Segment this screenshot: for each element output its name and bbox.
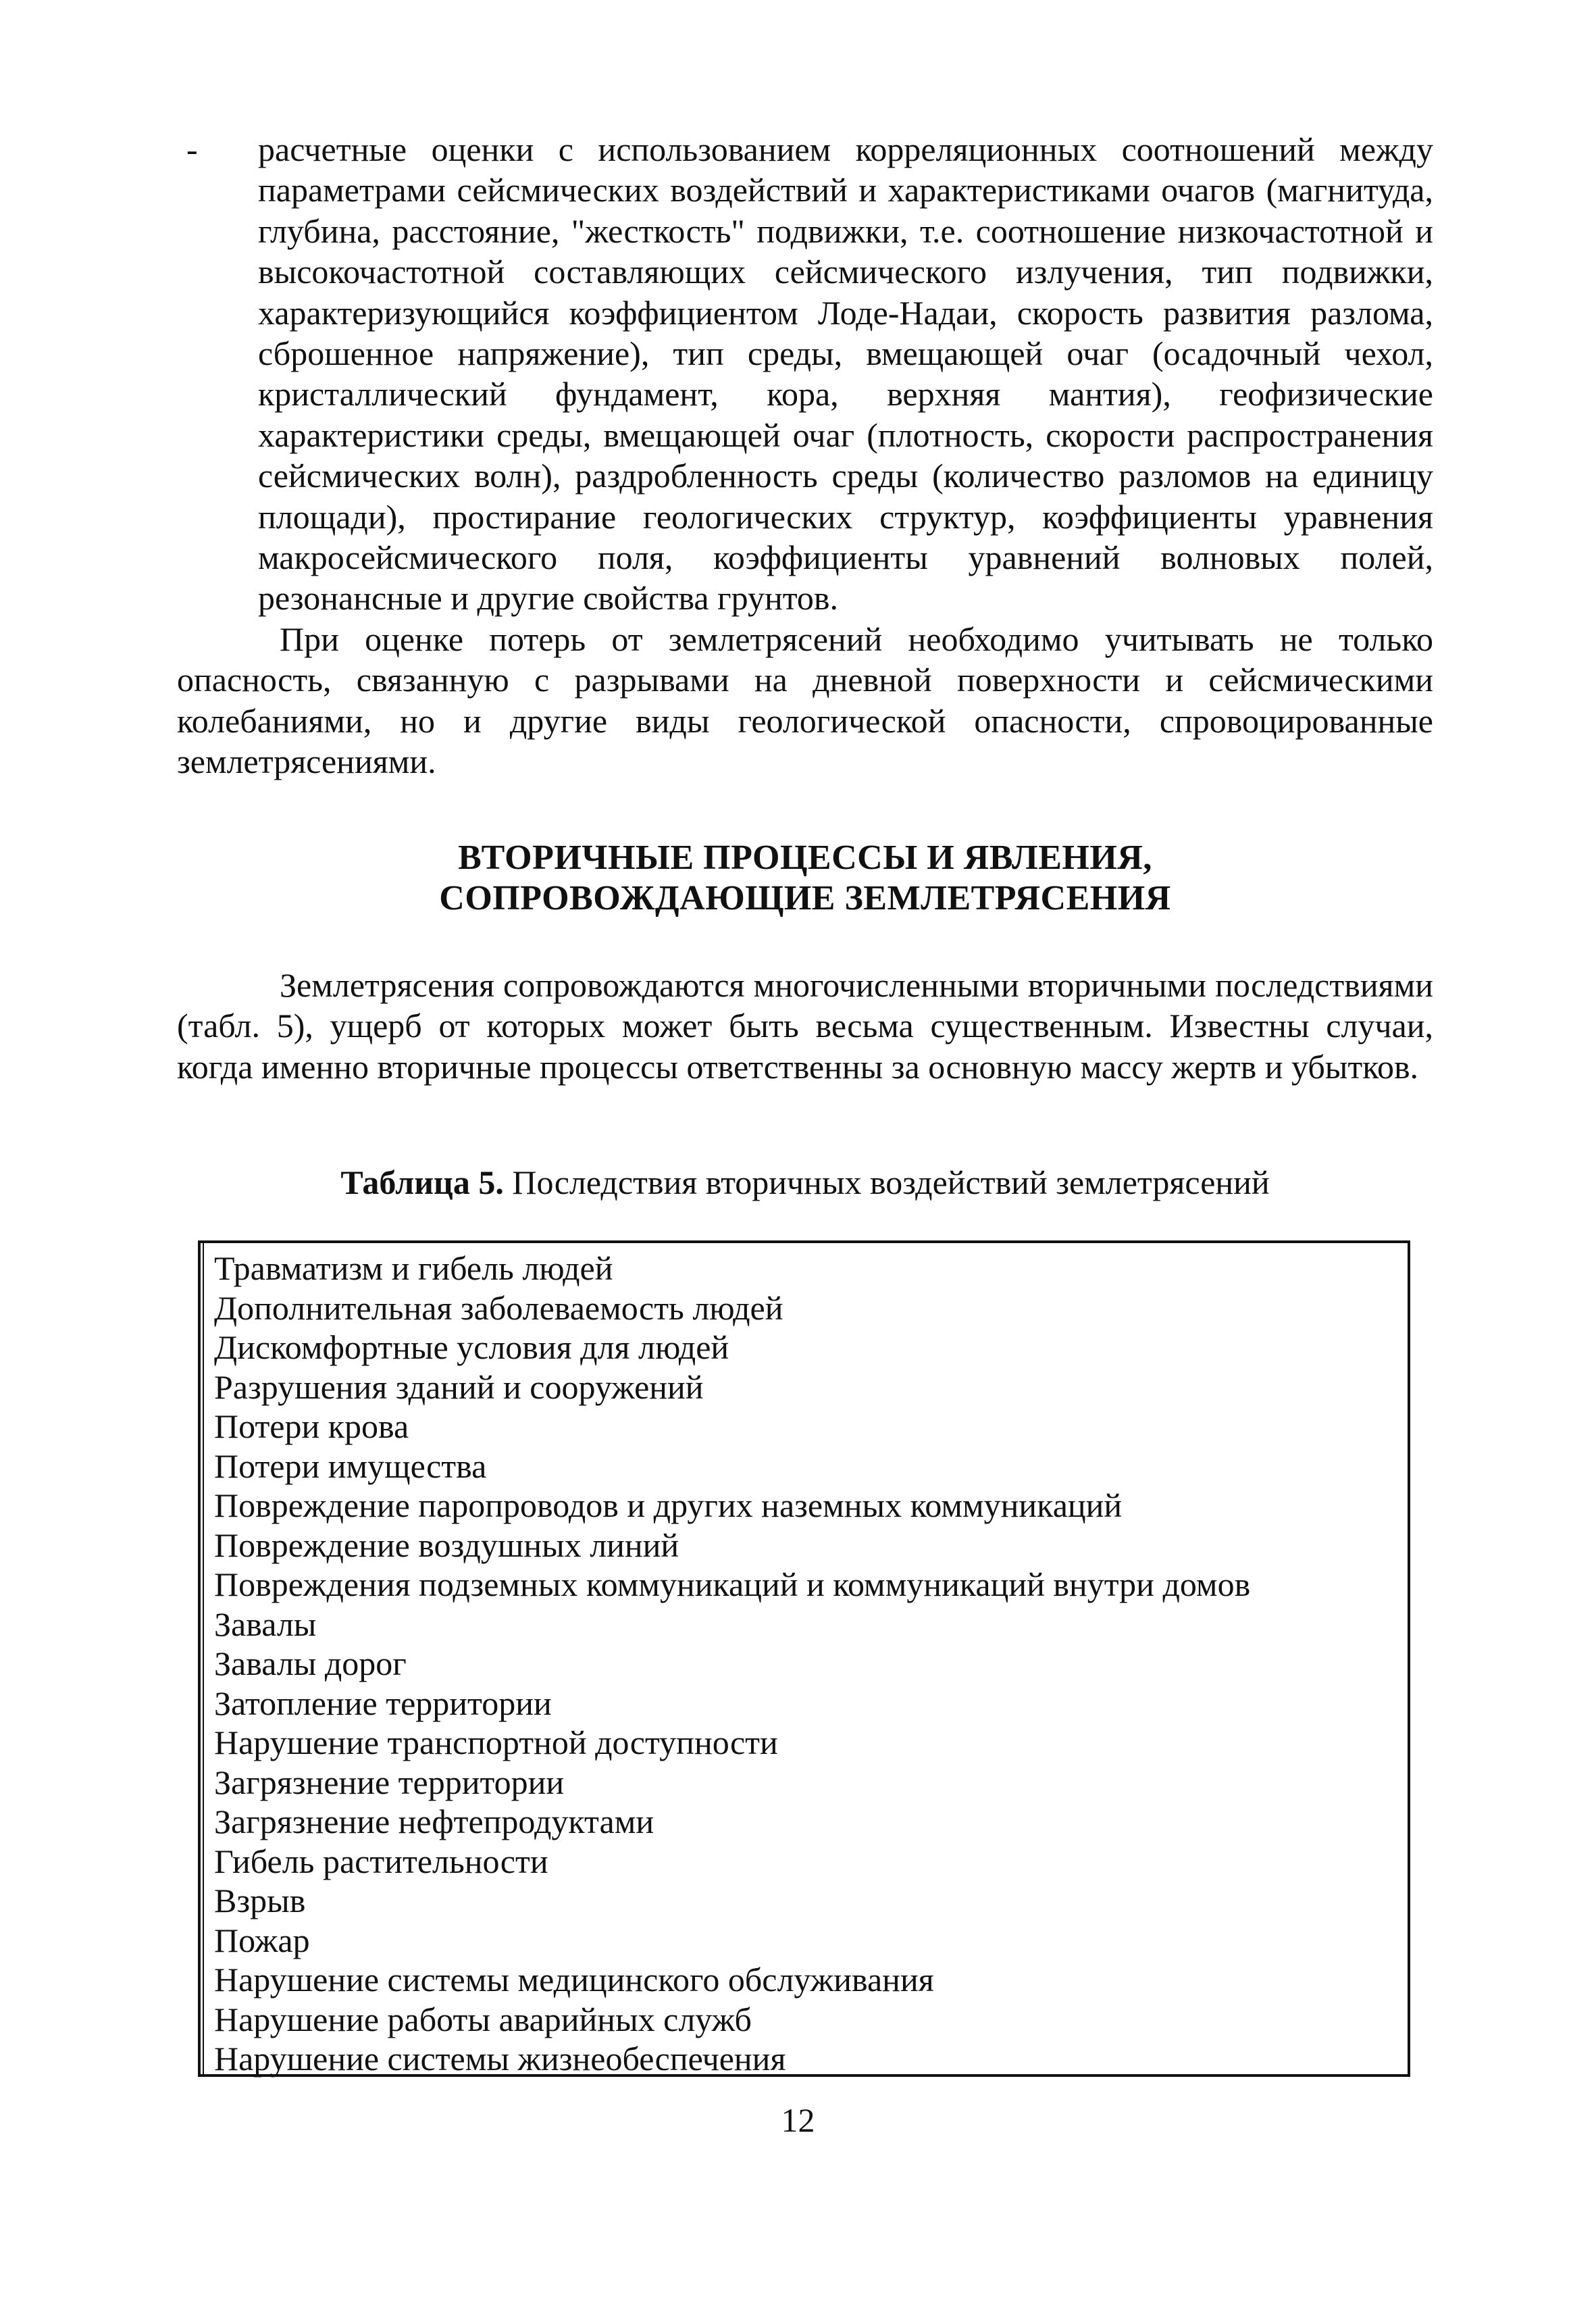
page-number: 12 — [781, 2101, 815, 2139]
table-row: Повреждения подземных коммуникаций и коммуникаций внутри домов — [214, 1565, 1251, 1603]
section-paragraph: Землетрясения сопровождаются многочисленными вторичными последствиями (табл. 5), ущерб от которых может быть весьма существенным. Известны случаи, когда именно вторичные процессы ответственны за основную массу жертв и убытков. — [177, 966, 1433, 1086]
table-row: Дополнительная заболеваемость людей — [214, 1288, 783, 1327]
section-heading-line-2: СОПРОВОЖДАЮЩИЕ ЗЕМЛЕТРЯСЕНИЯ — [439, 879, 1171, 917]
table-row: Повреждение паропроводов и других наземных коммуникаций — [214, 1486, 1123, 1524]
section-heading-line-1: ВТОРИЧНЫЕ ПРОЦЕССЫ И ЯВЛЕНИЯ, — [458, 838, 1152, 877]
table-left-rule — [201, 1243, 204, 2074]
table-row: Повреждение воздушных линий — [214, 1526, 679, 1564]
intro-paragraph: При оценке потерь от землетрясений необходимо учитывать не только опасность, связанную с разрывами на дневной поверхности и сейсмическими колебаниями, но и другие виды геологической опасности, спровоцированные землетрясениями. — [177, 620, 1433, 781]
table-list — [201, 1243, 1408, 2079]
table-row: Завалы дорог — [214, 1644, 407, 1682]
table-row: Травматизм и гибель людей — [214, 1249, 613, 1287]
intro-text — [177, 129, 1433, 782]
table-row: Потери крова — [214, 1407, 409, 1445]
table-row: Нарушение работы аварийных служб — [214, 2000, 752, 2038]
table-row: Дискомфортные условия для людей — [214, 1328, 729, 1366]
section-heading — [177, 838, 1433, 919]
table-row: Нарушение системы медицинского обслуживания — [214, 1961, 934, 1998]
table-caption — [177, 1162, 1433, 1203]
table-row: Потери имущества — [214, 1447, 487, 1485]
table-caption-label: Таблица 5. — [340, 1163, 504, 1201]
section-text — [177, 965, 1433, 1087]
table-row: Загрязнение нефтепродуктами — [214, 1803, 654, 1840]
list-item-paragraph — [177, 129, 1433, 619]
list-item-text: расчетные оценки с использованием корреляционных соотношений между параметрами сейсмических воздействий и характеристиками очагов (магнитуда, глубина, расстояние, "жесткость" подвижки, т.е. соотношение низкочастотной и высокочастотной составляющих сейсмического излучения, тип подвижки, характеризующийся коэффициентом Лоде-Надаи, скорость развития разлома, сброшенное напряжение), тип среды, вмещающей очаг (осадочный чехол, кристаллический фундамент, кора, верхняя мантия), геофизические характеристики среды, вмещающей очаг (плотность, скорости распространения сейсмических волн), раздробленность среды (количество разломов на единицу площади), простирание геологических структур, коэффициенты уравнения макросейсмического поля, коэффициенты уравнений волновых полей, резонансные и другие свойства грунтов. — [258, 130, 1433, 618]
table-row: Загрязнение территории — [214, 1763, 565, 1801]
table-caption-text: Последствия вторичных воздействий землетрясений — [512, 1163, 1270, 1201]
table-row: Гибель растительности — [214, 1842, 548, 1880]
table-row: Нарушение системы жизнеобеспечения — [214, 2040, 786, 2078]
table-row: Нарушение транспортной доступности — [214, 1724, 778, 1761]
list-dash: - — [186, 130, 198, 168]
table-row: Пожар — [214, 1921, 310, 1959]
table-row: Взрыв — [214, 1882, 306, 1919]
consequences-table — [198, 1240, 1410, 2077]
table-row: Затопление территории — [214, 1684, 552, 1722]
table-row: Разрушения зданий и сооружений — [214, 1367, 704, 1406]
table-row: Завалы — [214, 1605, 317, 1643]
